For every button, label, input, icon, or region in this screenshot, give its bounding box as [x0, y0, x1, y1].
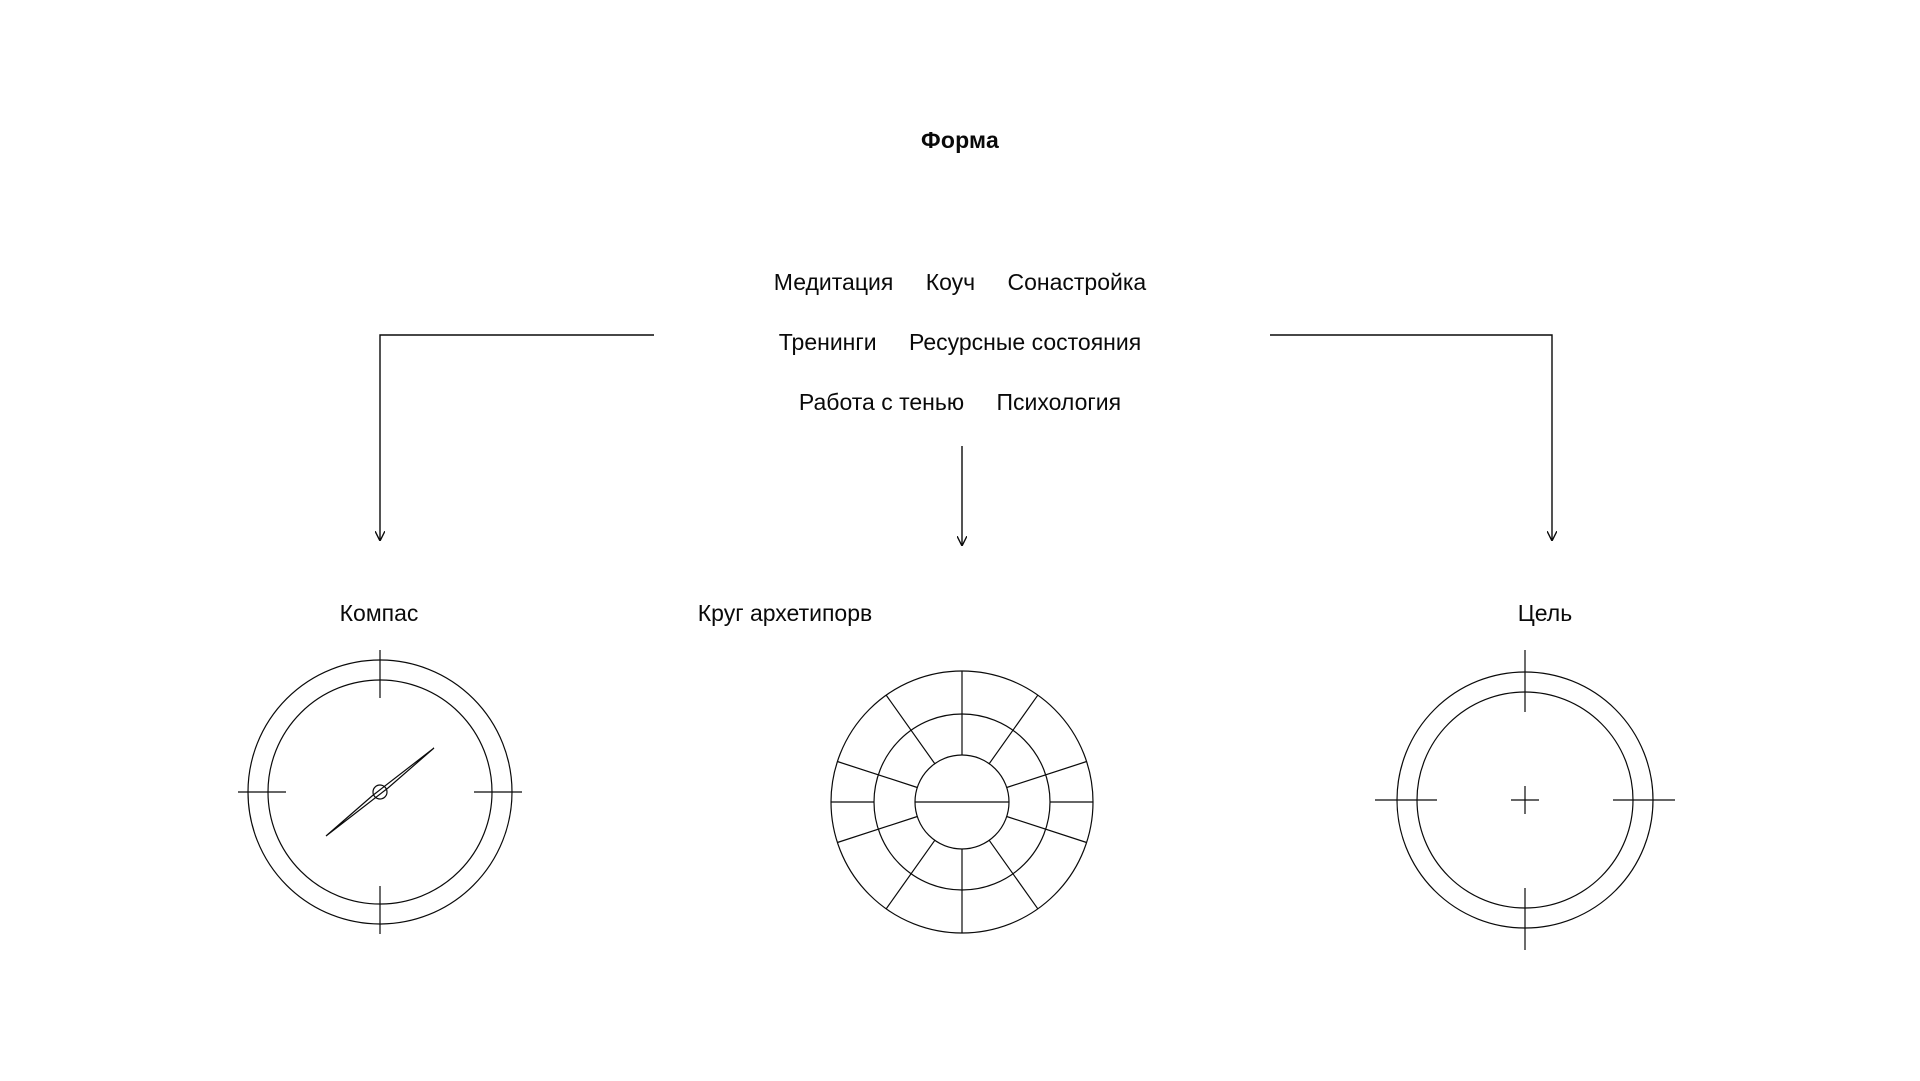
keyword-trainings: Тренинги [778, 329, 877, 355]
page-title: Форма [921, 127, 999, 153]
node-label-archetypes: Круг архетипорв [697, 600, 873, 626]
keyword-cloud [660, 252, 1260, 432]
keyword-attunement: Сонастройка [1007, 269, 1147, 295]
connector-to-compass [380, 335, 654, 540]
keyword-row [660, 312, 1260, 372]
connector-to-goal [1270, 335, 1552, 540]
keyword-meditation: Медитация [773, 269, 894, 295]
keyword-coach: Коуч [925, 269, 976, 295]
compass-icon [238, 650, 522, 934]
target-icon [1375, 650, 1675, 950]
keyword-shadow-work: Работа с тенью [798, 389, 965, 415]
keyword-psychology: Психология [996, 389, 1122, 415]
archetype-wheel-icon [810, 650, 1114, 954]
keyword-resource-states: Ресурсные состояния [909, 329, 1142, 355]
keyword-row [660, 372, 1260, 432]
keyword-row [660, 252, 1260, 312]
node-label-goal: Цель [1517, 600, 1573, 626]
node-label-compass: Компас [339, 600, 419, 626]
